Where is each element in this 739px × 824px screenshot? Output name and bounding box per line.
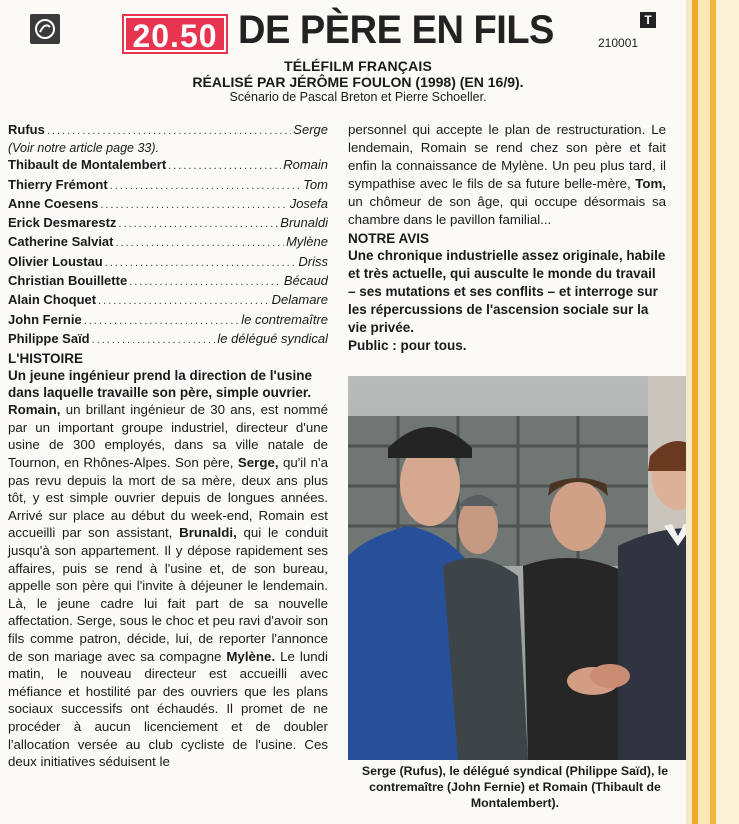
audience-rating: Public : pour tous. — [348, 338, 467, 353]
cast-row — [8, 176, 328, 195]
cast-role: Bécaud — [283, 273, 328, 289]
cast-role: Brunaldi — [280, 215, 328, 231]
cast-actor: Thibault de Montalembert — [8, 157, 167, 173]
cast-row — [8, 233, 328, 252]
cast-actor: Alain Choquet — [8, 292, 97, 308]
cast-actor: Erick Desmarestz — [8, 215, 117, 231]
cast-role: le contremaître — [241, 311, 328, 327]
review-heading: NOTRE AVIS — [348, 231, 430, 246]
cast-role: Josefa — [289, 195, 328, 211]
film-still-photo — [348, 376, 738, 760]
cast-row — [8, 272, 328, 291]
program-title: DE PÈRE EN FILS — [238, 8, 554, 52]
cast-actor: Olivier Loustau — [8, 253, 103, 269]
director-line: RÉALISÉ PAR JÉRÔME FOULON (1998) (EN 16/9). — [192, 74, 524, 90]
right-column — [348, 121, 666, 355]
cast-row — [8, 311, 328, 330]
cast-role: Mylène — [286, 234, 328, 250]
story-heading: L'HISTOIRE — [8, 351, 83, 367]
story-continued: personnel qui accepte le plan de restructuration. Le lendemain, Romain se rend chez son père et fait enfin la connaissance de Mylène. Un peu plus tard, il sympathise avec le fils de sa future belle-mère, Tom, un chômeur de son âge, qui occupe désormais sa chambre dans le pavillon familial... — [348, 122, 666, 227]
story-body: Romain, un brillant ingénieur de 30 ans, est nommé par un important groupe industriel, directeur d'une usine de 300 employés, dans sa ville natale de Tournon, en Rhônes-Alpes. Son père, Serge, qu'il n'a pas revu depuis la mort de sa mère, deux ans plus tôt, y est simple ouvrier depuis de longues années. Arrivé sur place au début du week-end, Romain est accueilli par son assistant, Brunaldi, qui le conduit jusqu'à son appartement. Il y dépose rapidement ses affaires, puis se rend à l'usine et, de son bureau, appelle son père qui l'invite à déjeuner le lendemain. Là, le jeune cadre lui fait part de sa nouvelle affectation. Serge, sous le choc et peu ravi d'avoir son fils comme patron, décide, lui, de reporter l'annonce de son mariage avec sa compagne Mylène. Le lundi matin, le nouveau directeur est accueilli avec méfiance et hostilité par des ouvriers que les plans sociaux successifs ont échaudés. Il promet de ne procéder à aucun licenciement et de doubler l'allocation versée au club cycliste de l'usine. Ces deux initiatives séduisent le — [8, 402, 328, 770]
cast-role: Romain — [283, 157, 328, 173]
review-text: Une chronique industrielle assez originale, habile et très actuelle, qui ausculte le monde du travail – ses mutations et ses conflits – et interroge sur les répercussions de l'ascension sociale sur la vie privée. — [348, 248, 666, 335]
cast-actor: Christian Bouillette — [8, 273, 128, 289]
story-lead: Un jeune ingénieur prend la direction de l'usine dans laquelle travaille son père, simple ouvrier. — [8, 368, 313, 401]
cast-note: (Voir notre article page 33). — [8, 141, 160, 156]
film-still-illustration — [348, 376, 738, 760]
cast-role: Tom — [303, 176, 328, 192]
cast-row — [8, 330, 328, 349]
cast-actor: Philippe Saïd — [8, 330, 90, 346]
cast-actor: Anne Coesens — [8, 195, 99, 211]
cast-actor: John Fernie — [8, 311, 82, 327]
channel-logo-icon — [30, 14, 60, 44]
genre-line: TÉLÉFILM FRANÇAIS — [283, 58, 433, 74]
cast-row — [8, 156, 328, 175]
cast-row — [8, 253, 328, 272]
program-credits — [0, 58, 686, 104]
cast-actor: Thierry Frémont — [8, 176, 108, 192]
writers-line: Scénario de Pascal Breton et Pierre Schoeller. — [229, 90, 487, 104]
t-rating-icon: T — [640, 12, 656, 28]
program-code: 210001 — [598, 36, 639, 50]
cast-role: Serge — [293, 122, 328, 137]
cast-row — [8, 214, 328, 233]
cast-row — [8, 195, 328, 214]
broadcast-time-badge: 20.50 — [124, 16, 226, 52]
cast-list — [8, 121, 328, 349]
cast-row — [8, 121, 328, 140]
cast-role: Driss — [298, 253, 328, 269]
cast-actor: Rufus — [8, 122, 45, 137]
cast-role: Delamare — [271, 292, 328, 308]
photo-caption: Serge (Rufus), le délégué syndical (Philippe Saïd), le contremaître (John Fernie) et Romain (Thibault de Montalembert). — [361, 764, 669, 810]
cast-actor: Catherine Salviat — [8, 234, 114, 250]
adjacent-page-strip — [686, 0, 739, 824]
cast-role: le délégué syndical — [217, 330, 328, 346]
program-header — [8, 6, 678, 56]
left-column — [8, 121, 328, 771]
cast-row — [8, 291, 328, 310]
